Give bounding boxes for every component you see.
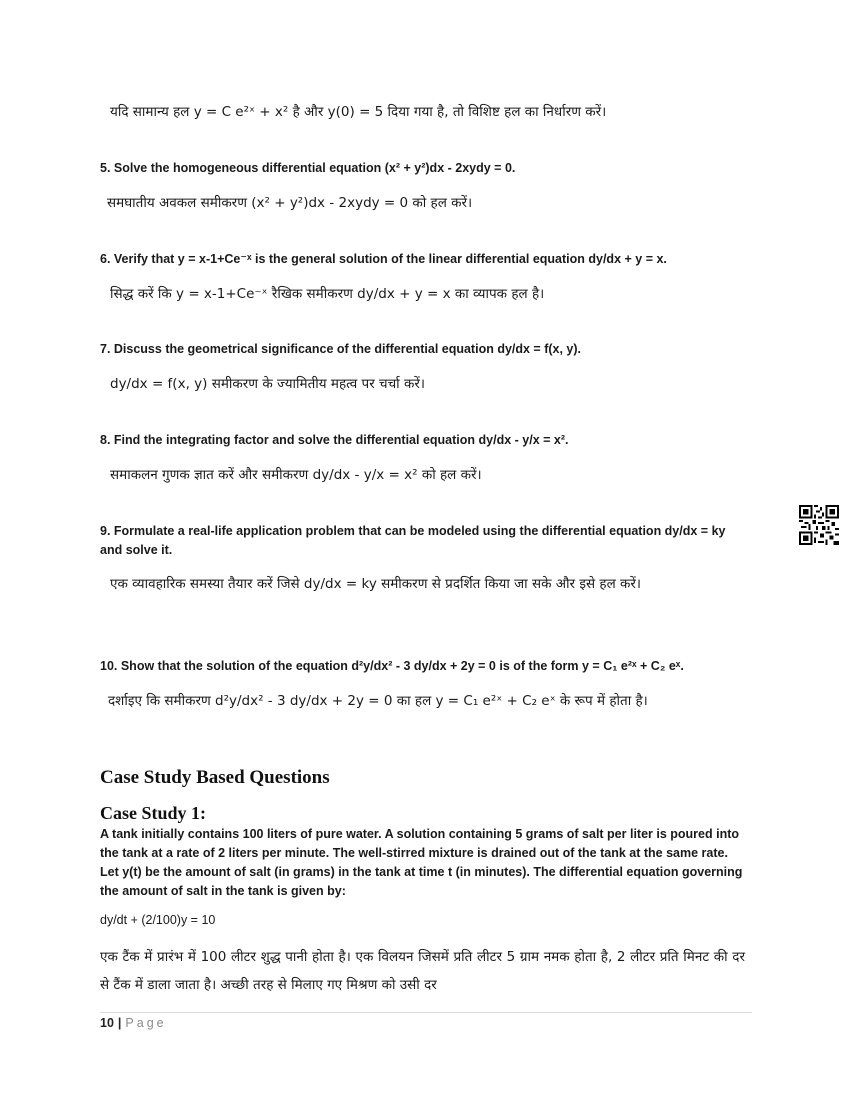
q7-english: 7. Discuss the geometrical significance of the differential equation dy/dx = f(x, y). <box>100 342 582 356</box>
footer-separator: | <box>117 1016 122 1030</box>
page-footer <box>100 1016 167 1030</box>
q5-hindi: समघातीय अवकल समीकरण (x² + y²)dx - 2xydy = 0 को हल करें। <box>107 195 473 211</box>
q8-english: 8. Find the integrating factor and solve the differential equation dy/dx - y/x = x². <box>100 433 569 447</box>
q5-english: 5. Solve the homogeneous differential equation (x² + y²)dx - 2xydy = 0. <box>100 161 516 175</box>
page-label: Page <box>125 1016 167 1030</box>
case-study-formula: dy/dt + (2/100)y = 10 <box>100 913 216 927</box>
q9-english: 9. Formulate a real-life application problem that can be modeled using the differential equation dy/dx = ky and solve it. <box>100 524 726 557</box>
case-study-title: Case Study 1: <box>100 803 207 823</box>
qr-code-icon <box>799 505 839 545</box>
q4-hindi: यदि सामान्य हल y = C e²ˣ + x² है और y(0) = 5 दिया गया है, तो विशिष्ट हल का निर्धारण करें। <box>110 104 607 120</box>
q6-hindi: सिद्ध करें कि y = x-1+Ce⁻ˣ रैखिक समीकरण dy/dx + y = x का व्यापक हल है। <box>110 286 545 302</box>
q10-hindi: दर्शाइए कि समीकरण d²y/dx² - 3 dy/dx + 2y = 0 का हल y = C₁ e²ˣ + C₂ eˣ के रूप में होता है। <box>108 693 648 709</box>
q7-hindi: dy/dx = f(x, y) समीकरण के ज्यामितीय महत्व पर चर्चा करें। <box>110 376 425 392</box>
q8-hindi: समाकलन गुणक ज्ञात करें और समीकरण dy/dx - y/x = x² को हल करें। <box>110 467 482 483</box>
q10-english: 10. Show that the solution of the equation d²y/dx² - 3 dy/dx + 2y = 0 is of the form y = C₁ e²ˣ + C₂ eˣ. <box>100 659 684 673</box>
q9-hindi: एक व्यावहारिक समस्या तैयार करें जिसे dy/dx = ky समीकरण से प्रदर्शित किया जा सके और इसे हल करें। <box>110 576 642 592</box>
page-number: 10 <box>100 1016 114 1030</box>
section-title: Case Study Based Questions <box>100 767 330 788</box>
q6-english: 6. Verify that y = x-1+Ce⁻ˣ is the general solution of the linear differential equation dy/dx + y = x. <box>100 252 667 266</box>
case-study-hindi-paragraph: एक टैंक में प्रारंभ में 100 लीटर शुद्ध पानी होता है। एक विलयन जिसमें प्रति लीटर 5 ग्राम नमक होता है, 2 लीटर प्रति मिनट की दर से टैंक में डाला जाता है। अच्छी तरह से मिलाए गए मिश्रण को उसी दर <box>100 949 745 993</box>
case-study-paragraph: A tank initially contains 100 liters of pure water. A solution containing 5 grams of salt per liter is poured into the tank at a rate of 2 liters per minute. The well-stirred mixture is drained out of the tank at the same rate. Let y(t) be the amount of salt (in grams) in the tank at time t (in minutes). The differential equation governing the amount of salt in the tank is given by: <box>100 827 743 898</box>
footer-divider <box>100 1012 752 1013</box>
